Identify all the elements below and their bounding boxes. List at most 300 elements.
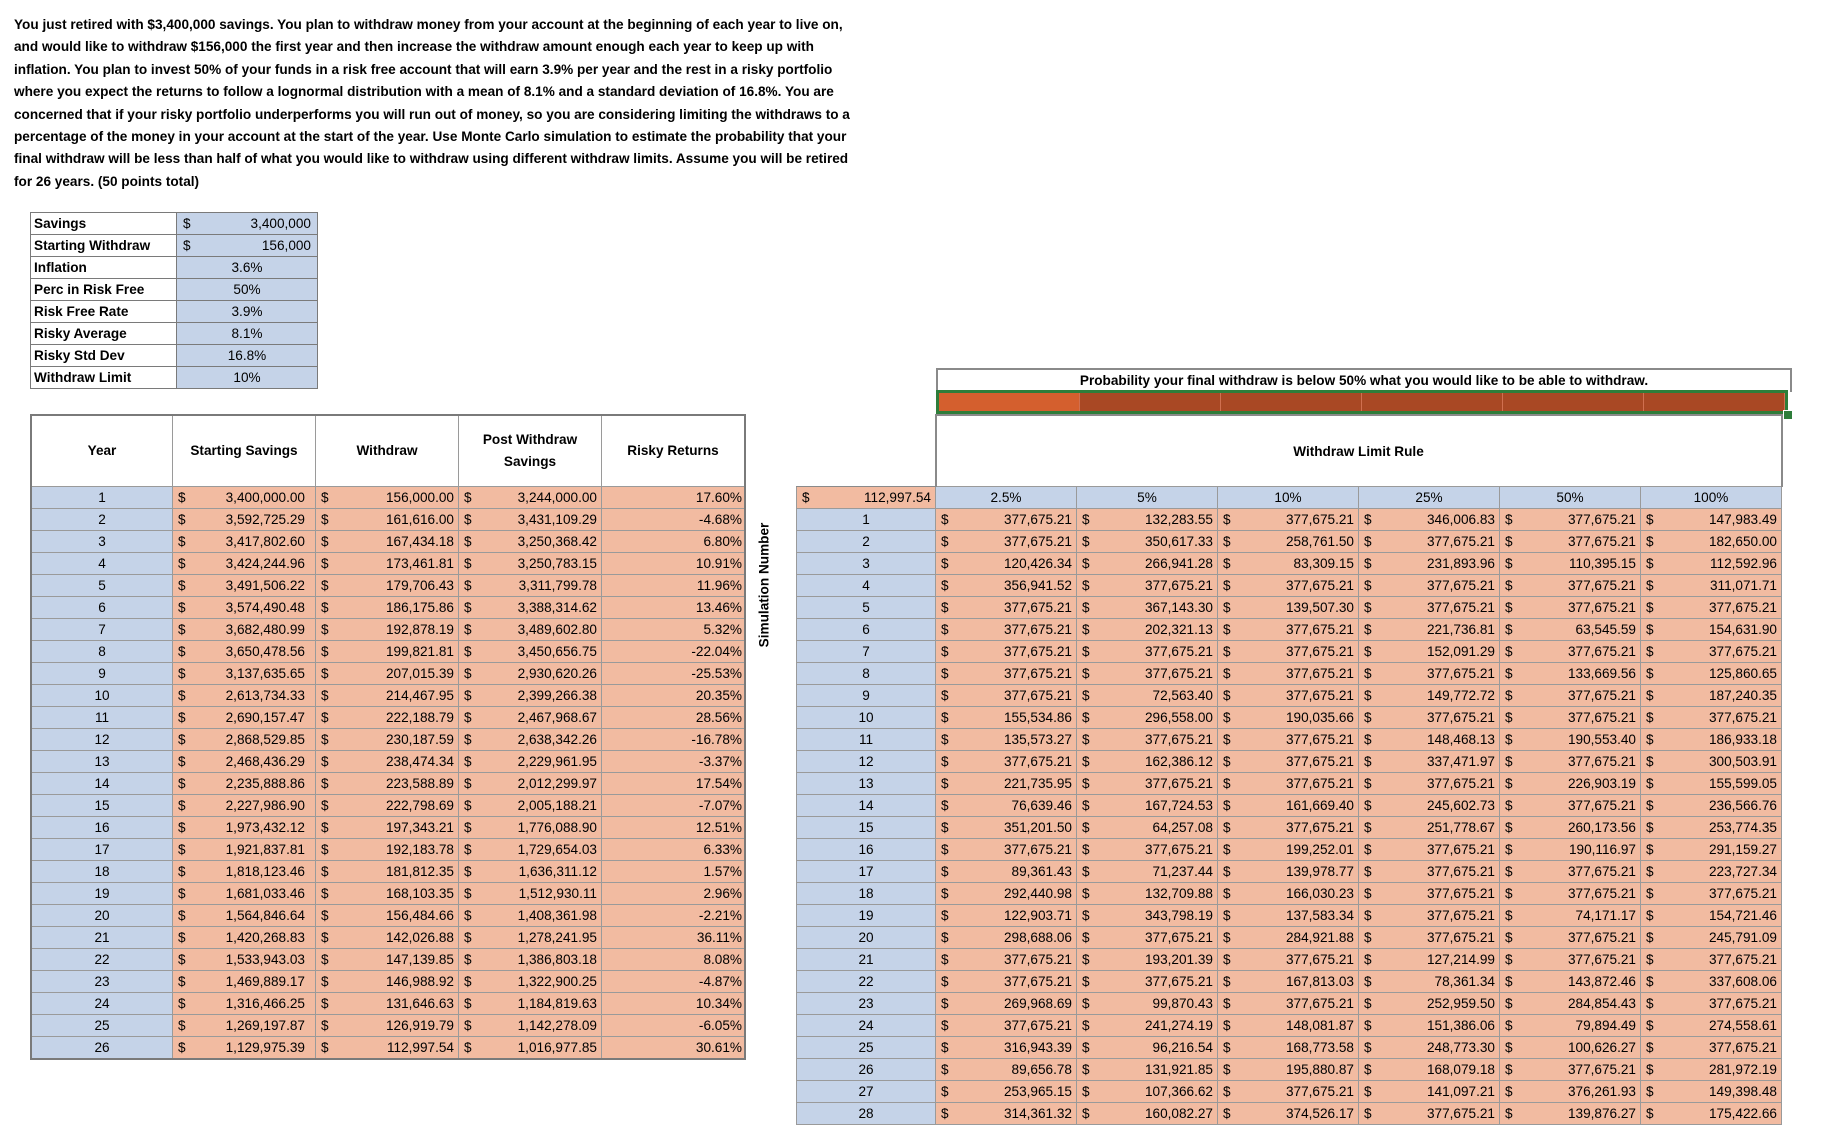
- cell-final-withdraw[interactable]: $ 377,675.21: [1500, 883, 1641, 905]
- cell-final-withdraw[interactable]: $ 72,563.40: [1077, 685, 1218, 707]
- param-value-savings[interactable]: $ 3,400,000: [177, 213, 318, 235]
- cell-risky-returns[interactable]: 6.80%: [602, 531, 746, 553]
- cell-final-withdraw[interactable]: $ 127,214.99: [1359, 949, 1500, 971]
- cell-final-withdraw[interactable]: $ 71,237.44: [1077, 861, 1218, 883]
- probability-results-row[interactable]: [936, 390, 1788, 414]
- cell-final-withdraw[interactable]: $ 133,669.56: [1500, 663, 1641, 685]
- cell-final-withdraw[interactable]: $ 162,386.12: [1077, 751, 1218, 773]
- cell-starting-savings[interactable]: $ 2,868,529.85: [173, 729, 316, 751]
- cell-final-withdraw[interactable]: $ 377,675.21: [1218, 751, 1359, 773]
- cell-starting-savings[interactable]: $ 1,533,943.03: [173, 949, 316, 971]
- cell-final-withdraw[interactable]: $ 167,724.53: [1077, 795, 1218, 817]
- cell-final-withdraw[interactable]: $ 377,675.21: [936, 839, 1077, 861]
- cell-final-withdraw[interactable]: $ 79,894.49: [1500, 1015, 1641, 1037]
- cell-simulation-number[interactable]: 9: [797, 685, 936, 707]
- cell-final-withdraw[interactable]: $ 377,675.21: [1359, 773, 1500, 795]
- cell-post-withdraw[interactable]: $ 3,244,000.00: [459, 487, 602, 509]
- cell-final-withdraw[interactable]: $ 131,921.85: [1077, 1059, 1218, 1081]
- cell-final-withdraw[interactable]: $ 377,675.21: [1500, 641, 1641, 663]
- cell-withdraw[interactable]: $ 207,015.39: [316, 663, 459, 685]
- cell-simulation-number[interactable]: 2: [797, 531, 936, 553]
- cell-starting-savings[interactable]: $ 1,973,432.12: [173, 817, 316, 839]
- cell-final-withdraw[interactable]: $ 350,617.33: [1077, 531, 1218, 553]
- param-label[interactable]: Savings: [31, 213, 177, 235]
- cell-year[interactable]: 22: [31, 949, 173, 971]
- cell-withdraw[interactable]: $ 181,812.35: [316, 861, 459, 883]
- cell-final-withdraw[interactable]: $ 356,941.52: [936, 575, 1077, 597]
- cell-final-withdraw[interactable]: $ 139,978.77: [1218, 861, 1359, 883]
- cell-year[interactable]: 9: [31, 663, 173, 685]
- cell-final-withdraw[interactable]: $ 281,972.19: [1641, 1059, 1782, 1081]
- cell-starting-savings[interactable]: $ 3,417,802.60: [173, 531, 316, 553]
- cell-final-withdraw[interactable]: $ 377,675.21: [1500, 531, 1641, 553]
- cell-final-withdraw[interactable]: $ 291,159.27: [1641, 839, 1782, 861]
- cell-final-withdraw[interactable]: $ 377,675.21: [936, 663, 1077, 685]
- cell-final-withdraw[interactable]: $ 377,675.21: [1641, 949, 1782, 971]
- cell-final-withdraw[interactable]: $ 377,675.21: [1218, 509, 1359, 531]
- cell-starting-savings[interactable]: $ 2,690,157.47: [173, 707, 316, 729]
- cell-withdraw[interactable]: $ 192,878.19: [316, 619, 459, 641]
- cell-final-withdraw[interactable]: $ 190,116.97: [1500, 839, 1641, 861]
- probability-cell[interactable]: [1080, 393, 1221, 411]
- cell-year[interactable]: 8: [31, 641, 173, 663]
- cell-final-withdraw[interactable]: $ 76,639.46: [936, 795, 1077, 817]
- cell-starting-savings[interactable]: $ 1,681,033.46: [173, 883, 316, 905]
- cell-final-withdraw[interactable]: $ 316,943.39: [936, 1037, 1077, 1059]
- cell-final-withdraw[interactable]: $ 253,965.15: [936, 1081, 1077, 1103]
- cell-year[interactable]: 12: [31, 729, 173, 751]
- cell-final-withdraw[interactable]: $ 377,675.21: [1500, 707, 1641, 729]
- cell-withdraw[interactable]: $ 146,988.92: [316, 971, 459, 993]
- cell-withdraw[interactable]: $ 168,103.35: [316, 883, 459, 905]
- cell-final-withdraw[interactable]: $ 168,079.18: [1359, 1059, 1500, 1081]
- withdraw-limit-header[interactable]: 2.5%: [936, 487, 1077, 509]
- cell-year[interactable]: 24: [31, 993, 173, 1015]
- cell-post-withdraw[interactable]: $ 1,729,654.03: [459, 839, 602, 861]
- cell-final-withdraw[interactable]: $ 377,675.21: [936, 949, 1077, 971]
- cell-final-withdraw[interactable]: $ 148,468.13: [1359, 729, 1500, 751]
- cell-final-withdraw[interactable]: $ 175,422.66: [1641, 1103, 1782, 1125]
- cell-post-withdraw[interactable]: $ 3,388,314.62: [459, 597, 602, 619]
- cell-simulation-number[interactable]: 1: [797, 509, 936, 531]
- cell-final-withdraw[interactable]: $ 274,558.61: [1641, 1015, 1782, 1037]
- cell-starting-savings[interactable]: $ 2,235,888.86: [173, 773, 316, 795]
- cell-final-withdraw[interactable]: $ 284,921.88: [1218, 927, 1359, 949]
- cell-final-withdraw[interactable]: $ 377,675.21: [936, 531, 1077, 553]
- cell-simulation-number[interactable]: 7: [797, 641, 936, 663]
- cell-post-withdraw[interactable]: $ 3,250,368.42: [459, 531, 602, 553]
- param-label[interactable]: Risk Free Rate: [31, 301, 177, 323]
- cell-final-withdraw[interactable]: $ 377,675.21: [1218, 817, 1359, 839]
- cell-final-withdraw[interactable]: $ 148,081.87: [1218, 1015, 1359, 1037]
- cell-withdraw[interactable]: $ 179,706.43: [316, 575, 459, 597]
- cell-final-withdraw[interactable]: $ 337,608.06: [1641, 971, 1782, 993]
- cell-starting-savings[interactable]: $ 1,269,197.87: [173, 1015, 316, 1037]
- cell-final-withdraw[interactable]: $ 182,650.00: [1641, 531, 1782, 553]
- cell-withdraw[interactable]: $ 142,026.88: [316, 927, 459, 949]
- cell-withdraw[interactable]: $ 238,474.34: [316, 751, 459, 773]
- cell-simulation-number[interactable]: 23: [797, 993, 936, 1015]
- cell-final-withdraw[interactable]: $ 377,675.21: [1500, 597, 1641, 619]
- cell-withdraw[interactable]: $ 147,139.85: [316, 949, 459, 971]
- cell-final-withdraw[interactable]: $ 161,669.40: [1218, 795, 1359, 817]
- param-label[interactable]: Risky Std Dev: [31, 345, 177, 367]
- cell-starting-savings[interactable]: $ 2,227,986.90: [173, 795, 316, 817]
- cell-final-withdraw[interactable]: $ 367,143.30: [1077, 597, 1218, 619]
- cell-post-withdraw[interactable]: $ 2,005,188.21: [459, 795, 602, 817]
- cell-final-withdraw[interactable]: $ 89,361.43: [936, 861, 1077, 883]
- cell-final-withdraw[interactable]: $ 377,675.21: [936, 641, 1077, 663]
- cell-final-withdraw[interactable]: $ 377,675.21: [1218, 641, 1359, 663]
- cell-final-withdraw[interactable]: $ 377,675.21: [1641, 993, 1782, 1015]
- cell-withdraw[interactable]: $ 222,798.69: [316, 795, 459, 817]
- cell-starting-savings[interactable]: $ 2,613,734.33: [173, 685, 316, 707]
- cell-post-withdraw[interactable]: $ 1,184,819.63: [459, 993, 602, 1015]
- cell-simulation-number[interactable]: 18: [797, 883, 936, 905]
- cell-final-withdraw[interactable]: $ 245,791.09: [1641, 927, 1782, 949]
- cell-final-withdraw[interactable]: $ 377,675.21: [1077, 839, 1218, 861]
- cell-final-withdraw[interactable]: $ 89,656.78: [936, 1059, 1077, 1081]
- cell-final-withdraw[interactable]: $ 377,675.21: [1641, 641, 1782, 663]
- cell-risky-returns[interactable]: 30.61%: [602, 1037, 746, 1060]
- cell-final-withdraw[interactable]: $ 377,675.21: [1641, 1037, 1782, 1059]
- cell-simulation-number[interactable]: 20: [797, 927, 936, 949]
- cell-final-withdraw[interactable]: $ 377,675.21: [1500, 949, 1641, 971]
- cell-final-withdraw[interactable]: $ 377,675.21: [1500, 927, 1641, 949]
- param-value-inflation[interactable]: 3.6%: [177, 257, 318, 279]
- cell-final-withdraw[interactable]: $ 377,675.21: [1218, 619, 1359, 641]
- cell-starting-savings[interactable]: $ 2,468,436.29: [173, 751, 316, 773]
- cell-simulation-number[interactable]: 21: [797, 949, 936, 971]
- probability-title[interactable]: Probability your final withdraw is below 50% what you would like to be able to withdraw.: [936, 368, 1792, 392]
- cell-final-withdraw[interactable]: $ 83,309.15: [1218, 553, 1359, 575]
- probability-cell[interactable]: [1644, 393, 1785, 411]
- cell-final-withdraw[interactable]: $ 377,675.21: [1359, 707, 1500, 729]
- withdraw-limit-header[interactable]: 10%: [1218, 487, 1359, 509]
- cell-final-withdraw[interactable]: $ 377,675.21: [1641, 883, 1782, 905]
- cell-starting-savings[interactable]: $ 1,564,846.64: [173, 905, 316, 927]
- cell-starting-savings[interactable]: $ 3,682,480.99: [173, 619, 316, 641]
- header-withdraw[interactable]: Withdraw: [316, 415, 459, 487]
- cell-final-withdraw[interactable]: $ 223,727.34: [1641, 861, 1782, 883]
- cell-final-withdraw[interactable]: $ 377,675.21: [1359, 1103, 1500, 1125]
- cell-final-withdraw[interactable]: $ 298,688.06: [936, 927, 1077, 949]
- param-value-risk-free-rate[interactable]: 3.9%: [177, 301, 318, 323]
- cell-post-withdraw[interactable]: $ 3,311,799.78: [459, 575, 602, 597]
- cell-simulation-number[interactable]: 14: [797, 795, 936, 817]
- cell-final-withdraw[interactable]: $ 377,675.21: [1359, 861, 1500, 883]
- cell-final-withdraw[interactable]: $ 269,968.69: [936, 993, 1077, 1015]
- withdraw-limit-rule-header[interactable]: Withdraw Limit Rule: [936, 415, 1782, 487]
- cell-starting-savings[interactable]: $ 3,574,490.48: [173, 597, 316, 619]
- cell-post-withdraw[interactable]: $ 2,930,620.26: [459, 663, 602, 685]
- cell-final-withdraw[interactable]: $ 377,675.21: [1077, 971, 1218, 993]
- cell-final-withdraw[interactable]: $ 314,361.32: [936, 1103, 1077, 1125]
- cell-risky-returns[interactable]: 6.33%: [602, 839, 746, 861]
- cell-final-withdraw[interactable]: $ 377,675.21: [1641, 707, 1782, 729]
- cell-starting-savings[interactable]: $ 1,316,466.25: [173, 993, 316, 1015]
- cell-final-withdraw[interactable]: $ 377,675.21: [1359, 883, 1500, 905]
- cell-risky-returns[interactable]: 13.46%: [602, 597, 746, 619]
- cell-final-withdraw[interactable]: $ 221,735.95: [936, 773, 1077, 795]
- cell-final-withdraw[interactable]: $ 195,880.87: [1218, 1059, 1359, 1081]
- cell-risky-returns[interactable]: -25.53%: [602, 663, 746, 685]
- cell-post-withdraw[interactable]: $ 1,776,088.90: [459, 817, 602, 839]
- cell-final-withdraw[interactable]: $ 377,675.21: [1359, 839, 1500, 861]
- cell-final-withdraw[interactable]: $ 377,675.21: [1359, 531, 1500, 553]
- cell-simulation-number[interactable]: 24: [797, 1015, 936, 1037]
- cell-final-withdraw[interactable]: $ 96,216.54: [1077, 1037, 1218, 1059]
- param-value-perc-risk-free[interactable]: 50%: [177, 279, 318, 301]
- cell-withdraw[interactable]: $ 161,616.00: [316, 509, 459, 531]
- cell-final-withdraw[interactable]: $ 260,173.56: [1500, 817, 1641, 839]
- cell-year[interactable]: 15: [31, 795, 173, 817]
- cell-final-withdraw[interactable]: $ 377,675.21: [1359, 905, 1500, 927]
- cell-starting-savings[interactable]: $ 3,491,506.22: [173, 575, 316, 597]
- cell-final-withdraw[interactable]: $ 190,035.66: [1218, 707, 1359, 729]
- cell-final-withdraw[interactable]: $ 377,675.21: [936, 751, 1077, 773]
- cell-simulation-number[interactable]: 25: [797, 1037, 936, 1059]
- cell-risky-returns[interactable]: 10.91%: [602, 553, 746, 575]
- cell-starting-savings[interactable]: $ 1,420,268.83: [173, 927, 316, 949]
- cell-year[interactable]: 10: [31, 685, 173, 707]
- cell-simulation-number[interactable]: 22: [797, 971, 936, 993]
- header-year[interactable]: Year: [31, 415, 173, 487]
- cell-year[interactable]: 20: [31, 905, 173, 927]
- cell-final-withdraw[interactable]: $ 377,675.21: [1077, 773, 1218, 795]
- cell-risky-returns[interactable]: -4.87%: [602, 971, 746, 993]
- cell-final-withdraw[interactable]: $ 199,252.01: [1218, 839, 1359, 861]
- cell-withdraw[interactable]: $ 131,646.63: [316, 993, 459, 1015]
- param-label[interactable]: Starting Withdraw: [31, 235, 177, 257]
- cell-final-withdraw[interactable]: $ 266,941.28: [1077, 553, 1218, 575]
- cell-final-withdraw[interactable]: $ 167,813.03: [1218, 971, 1359, 993]
- cell-final-withdraw[interactable]: $ 253,774.35: [1641, 817, 1782, 839]
- cell-risky-returns[interactable]: 36.11%: [602, 927, 746, 949]
- cell-simulation-number[interactable]: 15: [797, 817, 936, 839]
- cell-risky-returns[interactable]: 17.54%: [602, 773, 746, 795]
- withdraw-limit-header[interactable]: 25%: [1359, 487, 1500, 509]
- cell-withdraw[interactable]: $ 214,467.95: [316, 685, 459, 707]
- cell-risky-returns[interactable]: 10.34%: [602, 993, 746, 1015]
- param-label[interactable]: Risky Average: [31, 323, 177, 345]
- cell-year[interactable]: 5: [31, 575, 173, 597]
- cell-final-withdraw[interactable]: $ 245,602.73: [1359, 795, 1500, 817]
- cell-simulation-number[interactable]: 8: [797, 663, 936, 685]
- cell-simulation-number[interactable]: 27: [797, 1081, 936, 1103]
- probability-cell[interactable]: [1503, 393, 1644, 411]
- param-value-risky-average[interactable]: 8.1%: [177, 323, 318, 345]
- cell-risky-returns[interactable]: 17.60%: [602, 487, 746, 509]
- param-value-risky-std[interactable]: 16.8%: [177, 345, 318, 367]
- cell-final-withdraw[interactable]: $ 166,030.23: [1218, 883, 1359, 905]
- cell-starting-savings[interactable]: $ 3,592,725.29: [173, 509, 316, 531]
- cell-risky-returns[interactable]: 1.57%: [602, 861, 746, 883]
- cell-simulation-number[interactable]: 12: [797, 751, 936, 773]
- cell-final-withdraw[interactable]: $ 155,534.86: [936, 707, 1077, 729]
- cell-final-withdraw[interactable]: $ 300,503.91: [1641, 751, 1782, 773]
- cell-risky-returns[interactable]: -22.04%: [602, 641, 746, 663]
- cell-simulation-number[interactable]: 3: [797, 553, 936, 575]
- cell-final-withdraw[interactable]: $ 377,675.21: [1500, 509, 1641, 531]
- cell-final-withdraw[interactable]: $ 337,471.97: [1359, 751, 1500, 773]
- selection-fill-handle[interactable]: [1783, 410, 1793, 420]
- cell-withdraw[interactable]: $ 186,175.86: [316, 597, 459, 619]
- cell-final-withdraw[interactable]: $ 152,091.29: [1359, 641, 1500, 663]
- param-label[interactable]: Inflation: [31, 257, 177, 279]
- cell-year[interactable]: 7: [31, 619, 173, 641]
- cell-withdraw[interactable]: $ 167,434.18: [316, 531, 459, 553]
- cell-final-withdraw[interactable]: $ 100,626.27: [1500, 1037, 1641, 1059]
- cell-year[interactable]: 11: [31, 707, 173, 729]
- cell-simulation-number[interactable]: 5: [797, 597, 936, 619]
- cell-withdraw[interactable]: $ 173,461.81: [316, 553, 459, 575]
- cell-risky-returns[interactable]: -3.37%: [602, 751, 746, 773]
- cell-final-withdraw[interactable]: $ 377,675.21: [1359, 663, 1500, 685]
- cell-final-withdraw[interactable]: $ 377,675.21: [1218, 1081, 1359, 1103]
- cell-risky-returns[interactable]: 2.96%: [602, 883, 746, 905]
- cell-final-withdraw[interactable]: $ 377,675.21: [1218, 575, 1359, 597]
- cell-risky-returns[interactable]: 12.51%: [602, 817, 746, 839]
- cell-final-withdraw[interactable]: $ 64,257.08: [1077, 817, 1218, 839]
- cell-final-withdraw[interactable]: $ 154,631.90: [1641, 619, 1782, 641]
- cell-risky-returns[interactable]: 11.96%: [602, 575, 746, 597]
- cell-simulation-number[interactable]: 26: [797, 1059, 936, 1081]
- cell-starting-savings[interactable]: $ 3,137,635.65: [173, 663, 316, 685]
- cell-year[interactable]: 16: [31, 817, 173, 839]
- cell-final-withdraw[interactable]: $ 377,675.21: [1500, 751, 1641, 773]
- cell-final-withdraw[interactable]: $ 190,553.40: [1500, 729, 1641, 751]
- cell-year[interactable]: 17: [31, 839, 173, 861]
- cell-risky-returns[interactable]: -6.05%: [602, 1015, 746, 1037]
- cell-final-withdraw[interactable]: $ 107,366.62: [1077, 1081, 1218, 1103]
- cell-risky-returns[interactable]: 5.32%: [602, 619, 746, 641]
- cell-post-withdraw[interactable]: $ 1,016,977.85: [459, 1037, 602, 1060]
- cell-final-withdraw[interactable]: $ 343,798.19: [1077, 905, 1218, 927]
- probability-cell[interactable]: [1362, 393, 1503, 411]
- cell-starting-savings[interactable]: $ 1,129,975.39: [173, 1037, 316, 1060]
- cell-final-withdraw[interactable]: $ 377,675.21: [1500, 1059, 1641, 1081]
- cell-simulation-number[interactable]: 28: [797, 1103, 936, 1125]
- cell-withdraw[interactable]: $ 223,588.89: [316, 773, 459, 795]
- cell-year[interactable]: 1: [31, 487, 173, 509]
- cell-final-withdraw[interactable]: $ 377,675.21: [1077, 729, 1218, 751]
- cell-final-withdraw[interactable]: $ 296,558.00: [1077, 707, 1218, 729]
- cell-final-withdraw[interactable]: $ 258,761.50: [1218, 531, 1359, 553]
- cell-final-withdraw[interactable]: $ 252,959.50: [1359, 993, 1500, 1015]
- cell-final-withdraw[interactable]: $ 132,709.88: [1077, 883, 1218, 905]
- cell-post-withdraw[interactable]: $ 3,431,109.29: [459, 509, 602, 531]
- cell-withdraw[interactable]: $ 156,484.66: [316, 905, 459, 927]
- cell-starting-savings[interactable]: $ 3,650,478.56: [173, 641, 316, 663]
- cell-final-withdraw[interactable]: $ 377,675.21: [936, 509, 1077, 531]
- cell-final-withdraw[interactable]: $ 120,426.34: [936, 553, 1077, 575]
- cell-final-withdraw[interactable]: $ 154,721.46: [1641, 905, 1782, 927]
- cell-year[interactable]: 25: [31, 1015, 173, 1037]
- cell-final-withdraw[interactable]: $ 149,398.48: [1641, 1081, 1782, 1103]
- cell-post-withdraw[interactable]: $ 3,450,656.75: [459, 641, 602, 663]
- cell-risky-returns[interactable]: 28.56%: [602, 707, 746, 729]
- param-value-withdraw-limit[interactable]: 10%: [177, 367, 318, 389]
- cell-year[interactable]: 4: [31, 553, 173, 575]
- cell-final-withdraw[interactable]: $ 377,675.21: [1500, 575, 1641, 597]
- cell-post-withdraw[interactable]: $ 3,250,783.15: [459, 553, 602, 575]
- cell-final-withdraw[interactable]: $ 377,675.21: [1218, 773, 1359, 795]
- cell-final-withdraw[interactable]: $ 78,361.34: [1359, 971, 1500, 993]
- cell-starting-savings[interactable]: $ 1,469,889.17: [173, 971, 316, 993]
- cell-year[interactable]: 23: [31, 971, 173, 993]
- cell-final-withdraw[interactable]: $ 155,599.05: [1641, 773, 1782, 795]
- cell-final-withdraw[interactable]: $ 376,261.93: [1500, 1081, 1641, 1103]
- cell-simulation-number[interactable]: 13: [797, 773, 936, 795]
- cell-final-withdraw[interactable]: $ 125,860.65: [1641, 663, 1782, 685]
- cell-final-withdraw[interactable]: $ 377,675.21: [1218, 993, 1359, 1015]
- cell-final-withdraw[interactable]: $ 377,675.21: [1500, 861, 1641, 883]
- probability-cell[interactable]: [1221, 393, 1362, 411]
- cell-final-withdraw[interactable]: $ 99,870.43: [1077, 993, 1218, 1015]
- cell-final-withdraw[interactable]: $ 374,526.17: [1218, 1103, 1359, 1125]
- cell-final-withdraw[interactable]: $ 377,675.21: [936, 619, 1077, 641]
- cell-post-withdraw[interactable]: $ 1,636,311.12: [459, 861, 602, 883]
- cell-final-withdraw[interactable]: $ 149,772.72: [1359, 685, 1500, 707]
- cell-final-withdraw[interactable]: $ 241,274.19: [1077, 1015, 1218, 1037]
- cell-post-withdraw[interactable]: $ 3,489,602.80: [459, 619, 602, 641]
- cell-post-withdraw[interactable]: $ 1,512,930.11: [459, 883, 602, 905]
- cell-final-withdraw[interactable]: $ 137,583.34: [1218, 905, 1359, 927]
- cell-final-withdraw[interactable]: $ 377,675.21: [936, 1015, 1077, 1037]
- cell-simulation-number[interactable]: 6: [797, 619, 936, 641]
- cell-final-withdraw[interactable]: $ 226,903.19: [1500, 773, 1641, 795]
- cell-final-withdraw[interactable]: $ 147,983.49: [1641, 509, 1782, 531]
- cell-final-withdraw[interactable]: $ 377,675.21: [1218, 729, 1359, 751]
- param-value-starting-withdraw[interactable]: $ 156,000: [177, 235, 318, 257]
- cell-post-withdraw[interactable]: $ 2,012,299.97: [459, 773, 602, 795]
- cell-post-withdraw[interactable]: $ 1,278,241.95: [459, 927, 602, 949]
- cell-starting-savings[interactable]: $ 1,818,123.46: [173, 861, 316, 883]
- cell-simulation-number[interactable]: 10: [797, 707, 936, 729]
- cell-year[interactable]: 14: [31, 773, 173, 795]
- cell-final-withdraw[interactable]: $ 377,675.21: [1359, 927, 1500, 949]
- cell-risky-returns[interactable]: 8.08%: [602, 949, 746, 971]
- cell-final-withdraw[interactable]: $ 377,675.21: [1077, 575, 1218, 597]
- cell-final-withdraw[interactable]: $ 168,773.58: [1218, 1037, 1359, 1059]
- cell-final-withdraw[interactable]: $ 377,675.21: [936, 971, 1077, 993]
- cell-final-withdraw[interactable]: $ 143,872.46: [1500, 971, 1641, 993]
- cell-final-withdraw[interactable]: $ 132,283.55: [1077, 509, 1218, 531]
- cell-final-withdraw[interactable]: $ 377,675.21: [1077, 663, 1218, 685]
- cell-risky-returns[interactable]: -7.07%: [602, 795, 746, 817]
- cell-final-withdraw[interactable]: $ 377,675.21: [1218, 949, 1359, 971]
- cell-simulation-number[interactable]: 17: [797, 861, 936, 883]
- cell-final-withdraw[interactable]: $ 377,675.21: [936, 597, 1077, 619]
- cell-withdraw[interactable]: $ 199,821.81: [316, 641, 459, 663]
- cell-final-withdraw[interactable]: $ 112,592.96: [1641, 553, 1782, 575]
- header-post-withdraw-savings[interactable]: Post Withdraw Savings: [459, 415, 602, 487]
- cell-final-withdraw[interactable]: $ 311,071.71: [1641, 575, 1782, 597]
- cell-simulation-number[interactable]: 16: [797, 839, 936, 861]
- cell-withdraw[interactable]: $ 156,000.00: [316, 487, 459, 509]
- cell-final-withdraw[interactable]: $ 74,171.17: [1500, 905, 1641, 927]
- cell-final-withdraw[interactable]: $ 160,082.27: [1077, 1103, 1218, 1125]
- cell-risky-returns[interactable]: 20.35%: [602, 685, 746, 707]
- cell-final-withdraw[interactable]: $ 377,675.21: [1359, 597, 1500, 619]
- cell-final-withdraw[interactable]: $ 248,773.30: [1359, 1037, 1500, 1059]
- cell-risky-returns[interactable]: -16.78%: [602, 729, 746, 751]
- cell-post-withdraw[interactable]: $ 1,386,803.18: [459, 949, 602, 971]
- cell-final-withdraw[interactable]: $ 377,675.21: [1077, 641, 1218, 663]
- cell-post-withdraw[interactable]: $ 2,467,968.67: [459, 707, 602, 729]
- cell-final-withdraw[interactable]: $ 193,201.39: [1077, 949, 1218, 971]
